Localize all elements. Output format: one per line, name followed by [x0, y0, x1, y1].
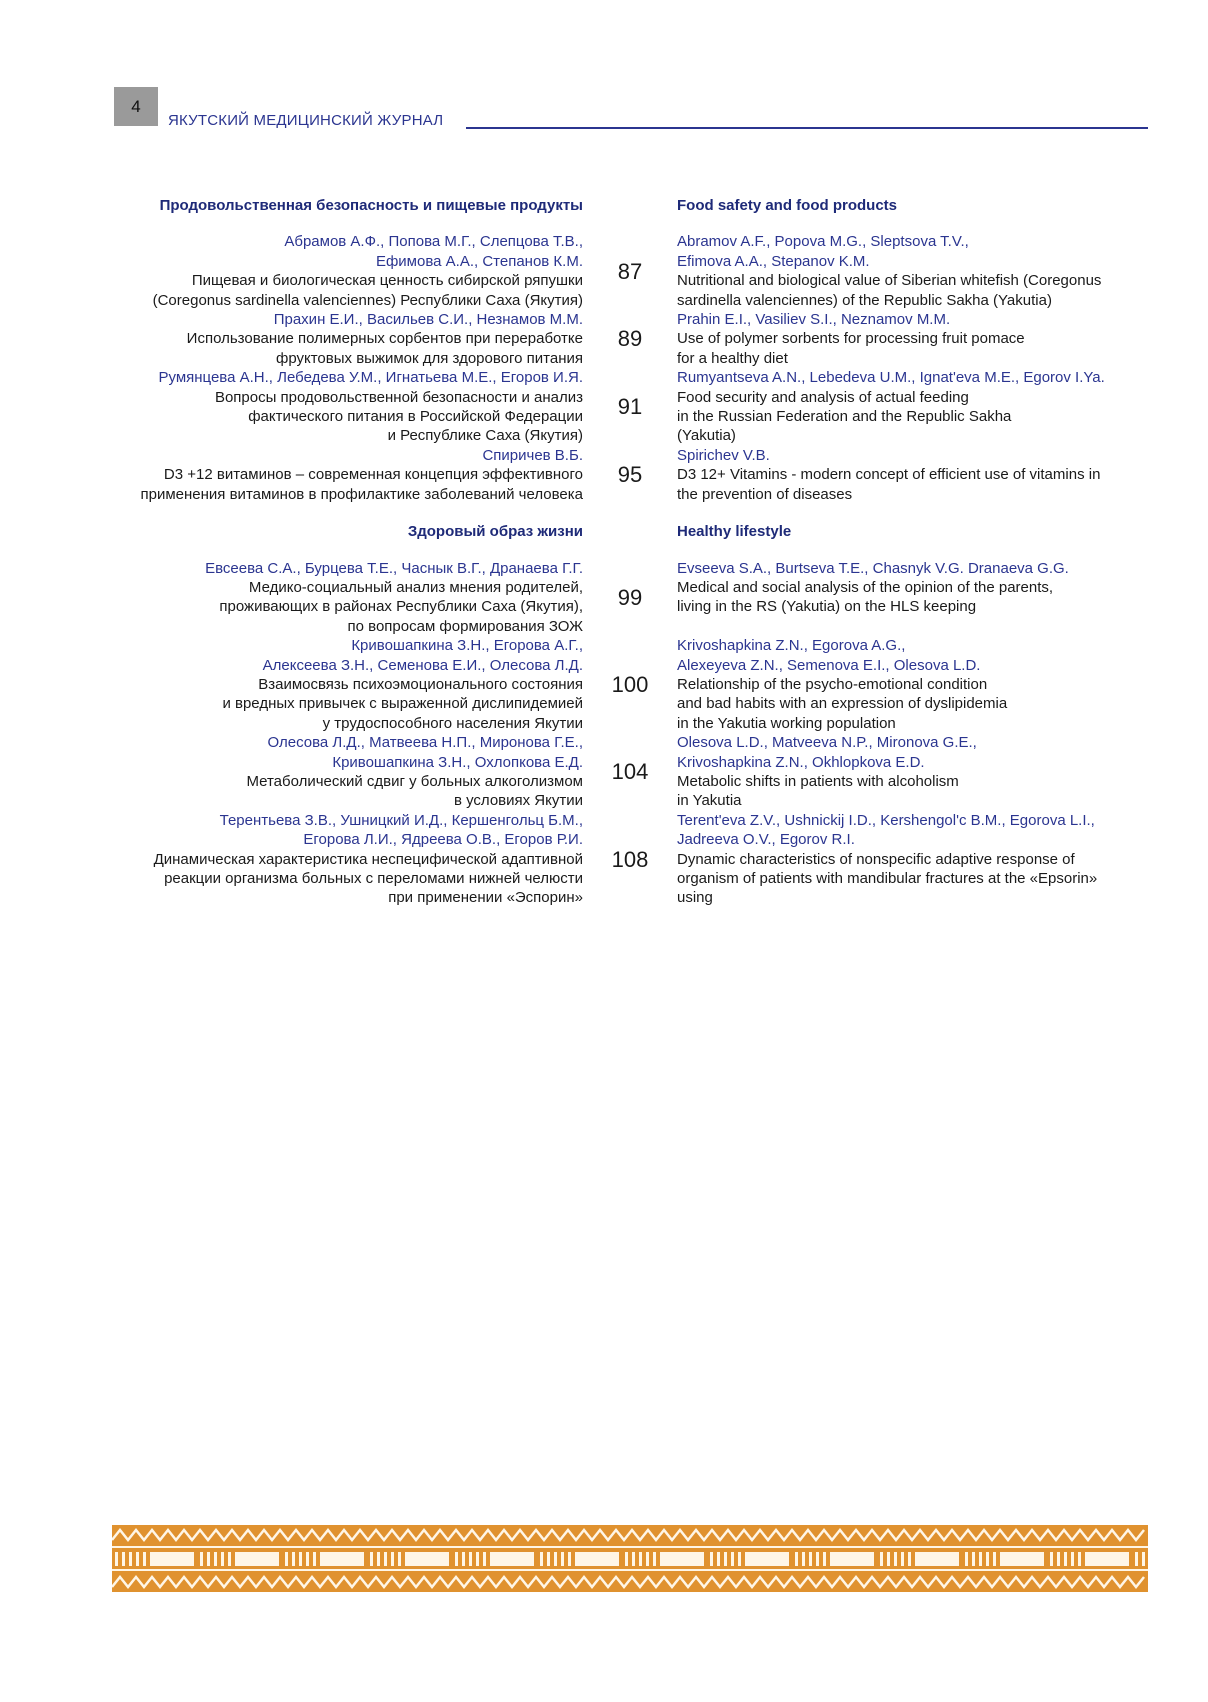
authors-en-line: Evseeva S.A., Burtseva T.E., Chasnyk V.G. Dranaeva G.G.	[677, 559, 1069, 577]
title-en-line: Metabolic shifts in patients with alcoholism	[677, 772, 959, 790]
page-number-ref[interactable]: 89	[617, 326, 643, 352]
title-ru-line: Пищевая и биологическая ценность сибирской ряпушки	[191, 272, 583, 290]
authors-en-line: Prahin E.I., Vasiliev S.I., Neznamov M.M.	[677, 311, 951, 329]
page-number-ref[interactable]: 91	[617, 394, 643, 420]
authors-en-line: Efimova A.A., Stepanov K.M.	[677, 252, 870, 270]
section-header	[0, 196, 1208, 232]
entry-en	[677, 310, 1148, 368]
title-en-line: for a healthy diet	[677, 349, 788, 367]
section-title-en: Healthy lifestyle	[677, 523, 792, 541]
page-number-ref[interactable]: 108	[611, 846, 649, 872]
title-ru-line: у трудоспособного населения Якутии	[322, 714, 583, 732]
title-ru-line: Метаболический сдвиг у больных алкоголизмом	[246, 772, 583, 790]
toc-entry[interactable]	[0, 636, 1208, 733]
spacer	[583, 196, 677, 232]
toc-entry[interactable]	[0, 733, 1208, 811]
title-ru[interactable]	[0, 578, 583, 636]
title-en-line: using	[677, 889, 713, 907]
title-en-line: in Yakutia	[677, 792, 742, 810]
title-en-line: living in the RS (Yakutia) on the HLS keeping	[677, 598, 977, 616]
title-en-line: Dynamic characteristics of nonspecific adaptive response of	[677, 850, 1075, 868]
entry-en	[677, 446, 1148, 504]
authors-en-line: Spirichev V.B.	[677, 446, 770, 464]
authors-ru-line: Спиричев В.Б.	[482, 446, 583, 464]
title-ru-line: D3 +12 витаминов – современная концепция эффективного	[163, 466, 583, 484]
title-en[interactable]	[677, 329, 1148, 368]
title-en[interactable]	[677, 388, 1148, 446]
title-ru-line: и вредных привычек с выраженной дислипидемией	[222, 695, 583, 713]
page-number-ref[interactable]: 99	[617, 584, 643, 610]
title-ru-line: и Республике Саха (Якутия)	[387, 427, 583, 445]
toc-entry[interactable]	[0, 310, 1208, 368]
title-ru-line: (Coregonus sardinella valenciennes) Республики Саха (Якутия)	[152, 291, 583, 309]
entry-ru	[0, 636, 583, 733]
title-en-line: Medical and social analysis of the opinion of the parents,	[677, 578, 1054, 596]
toc-entry[interactable]	[0, 232, 1208, 310]
journal-title: ЯКУТСКИЙ МЕДИЦИНСКИЙ ЖУРНАЛ	[168, 112, 444, 129]
title-ru-line: фактического питания в Российской Федерации	[248, 408, 583, 426]
entry-ru	[0, 446, 583, 504]
title-en-line: the prevention of diseases	[677, 485, 853, 503]
page-number-ref[interactable]: 95	[617, 462, 643, 488]
section-gap	[0, 504, 1208, 522]
authors-ru-line: Егорова Л.И., Ядреева О.В., Егоров Р.И.	[303, 831, 583, 849]
toc-entry[interactable]	[0, 368, 1208, 446]
section-title-en: Food safety and food products	[677, 197, 897, 214]
title-ru[interactable]	[0, 675, 583, 733]
entry-en	[677, 232, 1148, 310]
title-ru[interactable]	[0, 271, 583, 310]
toc-entry[interactable]	[0, 446, 1208, 504]
title-ru[interactable]	[0, 329, 583, 368]
authors-en-line: Jadreeva O.V., Egorov R.I.	[677, 831, 855, 849]
page-number-box	[114, 87, 158, 126]
title-en-line: organism of patients with mandibular fractures at the «Epsorin»	[677, 870, 1098, 887]
title-ru-line: по вопросам формирования ЗОЖ	[347, 617, 583, 635]
title-en-line: in the Yakutia working population	[677, 714, 896, 732]
spacer	[583, 522, 677, 558]
title-en-line: D3 12+ Vitamins - modern concept of efficient use of vitamins in	[677, 466, 1101, 484]
authors-en-line: Rumyantseva A.N., Lebedeva U.M., Ignat'eva M.E., Egorov I.Ya.	[677, 369, 1105, 387]
table-of-contents	[0, 196, 1208, 908]
page-number: 4	[131, 97, 141, 116]
title-ru-line: Использование полимерных сорбентов при переработке	[186, 330, 583, 348]
entry-en	[677, 559, 1148, 637]
authors-ru-line: Терентьева З.В., Ушницкий И.Д., Кершенгольц Б.М.,	[219, 811, 583, 829]
title-en-line: sardinella valenciennes) of the Republic Sakha (Yakutia)	[677, 291, 1052, 309]
title-ru-line: фруктовых выжимок для здорового питания	[275, 349, 583, 367]
title-en[interactable]	[677, 465, 1148, 504]
entry-en	[677, 636, 1148, 733]
title-ru-line: реакции организма больных с переломами нижней челюсти	[164, 870, 583, 887]
authors-en-line: Abramov A.F., Popova M.G., Sleptsova T.V.,	[677, 233, 969, 251]
title-en-line: Food security and analysis of actual feeding	[677, 388, 969, 406]
section-header	[0, 522, 1208, 558]
title-ru-line: Вопросы продовольственной безопасности и анализ	[214, 388, 583, 406]
title-en[interactable]	[677, 772, 1148, 811]
authors-en-line: Alexeyeva Z.N., Semenova E.I., Olesova L.D.	[677, 656, 981, 674]
authors-ru-line: Олесова Л.Д., Матвеева Н.П., Миронова Г.Е.,	[267, 734, 583, 752]
authors-ru-line: Кривошапкина З.Н., Егорова А.Г.,	[351, 637, 583, 655]
entry-ru	[0, 811, 583, 908]
entry-ru	[0, 310, 583, 368]
entry-ru	[0, 559, 583, 637]
title-ru[interactable]	[0, 850, 583, 908]
title-en-line: Relationship of the psycho-emotional condition	[677, 675, 988, 693]
authors-en-line: Terent'eva Z.V., Ushnickij I.D., Kershengol'c B.M., Egorova L.I.,	[677, 811, 1095, 829]
title-ru-line: проживающих в районах Республики Саха (Якутия),	[219, 598, 583, 616]
page-number-ref[interactable]: 104	[611, 759, 649, 785]
title-ru-line: Взаимосвязь психоэмоционального состояния	[258, 675, 583, 693]
authors-ru-line: Ефимова А.А., Степанов К.М.	[375, 252, 583, 270]
title-ru-line: Медико-социальный анализ мнения родителей,	[248, 578, 583, 596]
entry-en	[677, 811, 1148, 908]
title-ru[interactable]	[0, 388, 583, 446]
authors-ru-line: Прахин Е.И., Васильев С.И., Незнамов М.М.	[273, 311, 583, 329]
title-ru[interactable]	[0, 772, 583, 811]
authors-ru-line: Румянцева А.Н., Лебедева У.М., Игнатьева М.Е., Егоров И.Я.	[158, 369, 583, 387]
section-title-ru: Продовольственная безопасность и пищевые продукты	[159, 197, 583, 214]
title-en[interactable]	[677, 850, 1148, 908]
title-ru-line: в условиях Якутии	[453, 792, 583, 810]
toc-entry[interactable]	[0, 559, 1208, 637]
entry-ru	[0, 733, 583, 811]
page-number-ref[interactable]: 87	[617, 258, 643, 284]
entry-en	[677, 368, 1148, 446]
authors-en-line: Krivoshapkina Z.N., Egorova A.G.,	[677, 637, 906, 655]
authors-en-line: Olesova L.D., Matveeva N.P., Mironova G.E.,	[677, 734, 977, 752]
section-title-ru: Здоровый образ жизни	[407, 523, 583, 541]
page-number-ref[interactable]: 100	[611, 671, 649, 697]
title-en-line: Nutritional and biological value of Siberian whitefish (Coregonus	[677, 272, 1102, 290]
title-en[interactable]	[677, 271, 1148, 310]
header-rule	[466, 127, 1148, 129]
authors-ru-line: Кривошапкина З.Н., Охлопкова Е.Д.	[332, 753, 583, 771]
title-ru-line: Динамическая характеристика неспецифической адаптивной	[153, 850, 583, 868]
title-ru-line: при применении «Эспорин»	[388, 889, 583, 907]
ornament-border	[112, 1525, 1148, 1592]
entry-ru	[0, 368, 583, 446]
title-ru-line: применения витаминов в профилактике заболеваний человека	[140, 485, 583, 503]
entry-ru	[0, 232, 583, 310]
authors-ru-line: Евсеева С.А., Бурцева Т.Е., Часнык В.Г., Дранаева Г.Г.	[205, 559, 583, 577]
title-en-line: in the Russian Federation and the Republic Sakha	[677, 408, 1012, 426]
title-en[interactable]	[677, 578, 1148, 617]
authors-ru-line: Алексеева З.Н., Семенова Е.И., Олесова Л.Д.	[262, 656, 583, 674]
title-en-line: (Yakutia)	[677, 427, 736, 445]
authors-ru-line: Абрамов А.Ф., Попова М.Г., Слепцова Т.В.,	[284, 233, 583, 251]
title-en-line: and bad habits with an expression of dyslipidemia	[677, 695, 1008, 713]
title-en-line: Use of polymer sorbents for processing fruit pomace	[677, 330, 1025, 348]
authors-en-line: Krivoshapkina Z.N., Okhlopkova E.D.	[677, 753, 925, 771]
title-en[interactable]	[677, 675, 1148, 733]
entry-en	[677, 733, 1148, 811]
toc-entry[interactable]	[0, 811, 1208, 908]
title-ru[interactable]	[0, 465, 583, 504]
